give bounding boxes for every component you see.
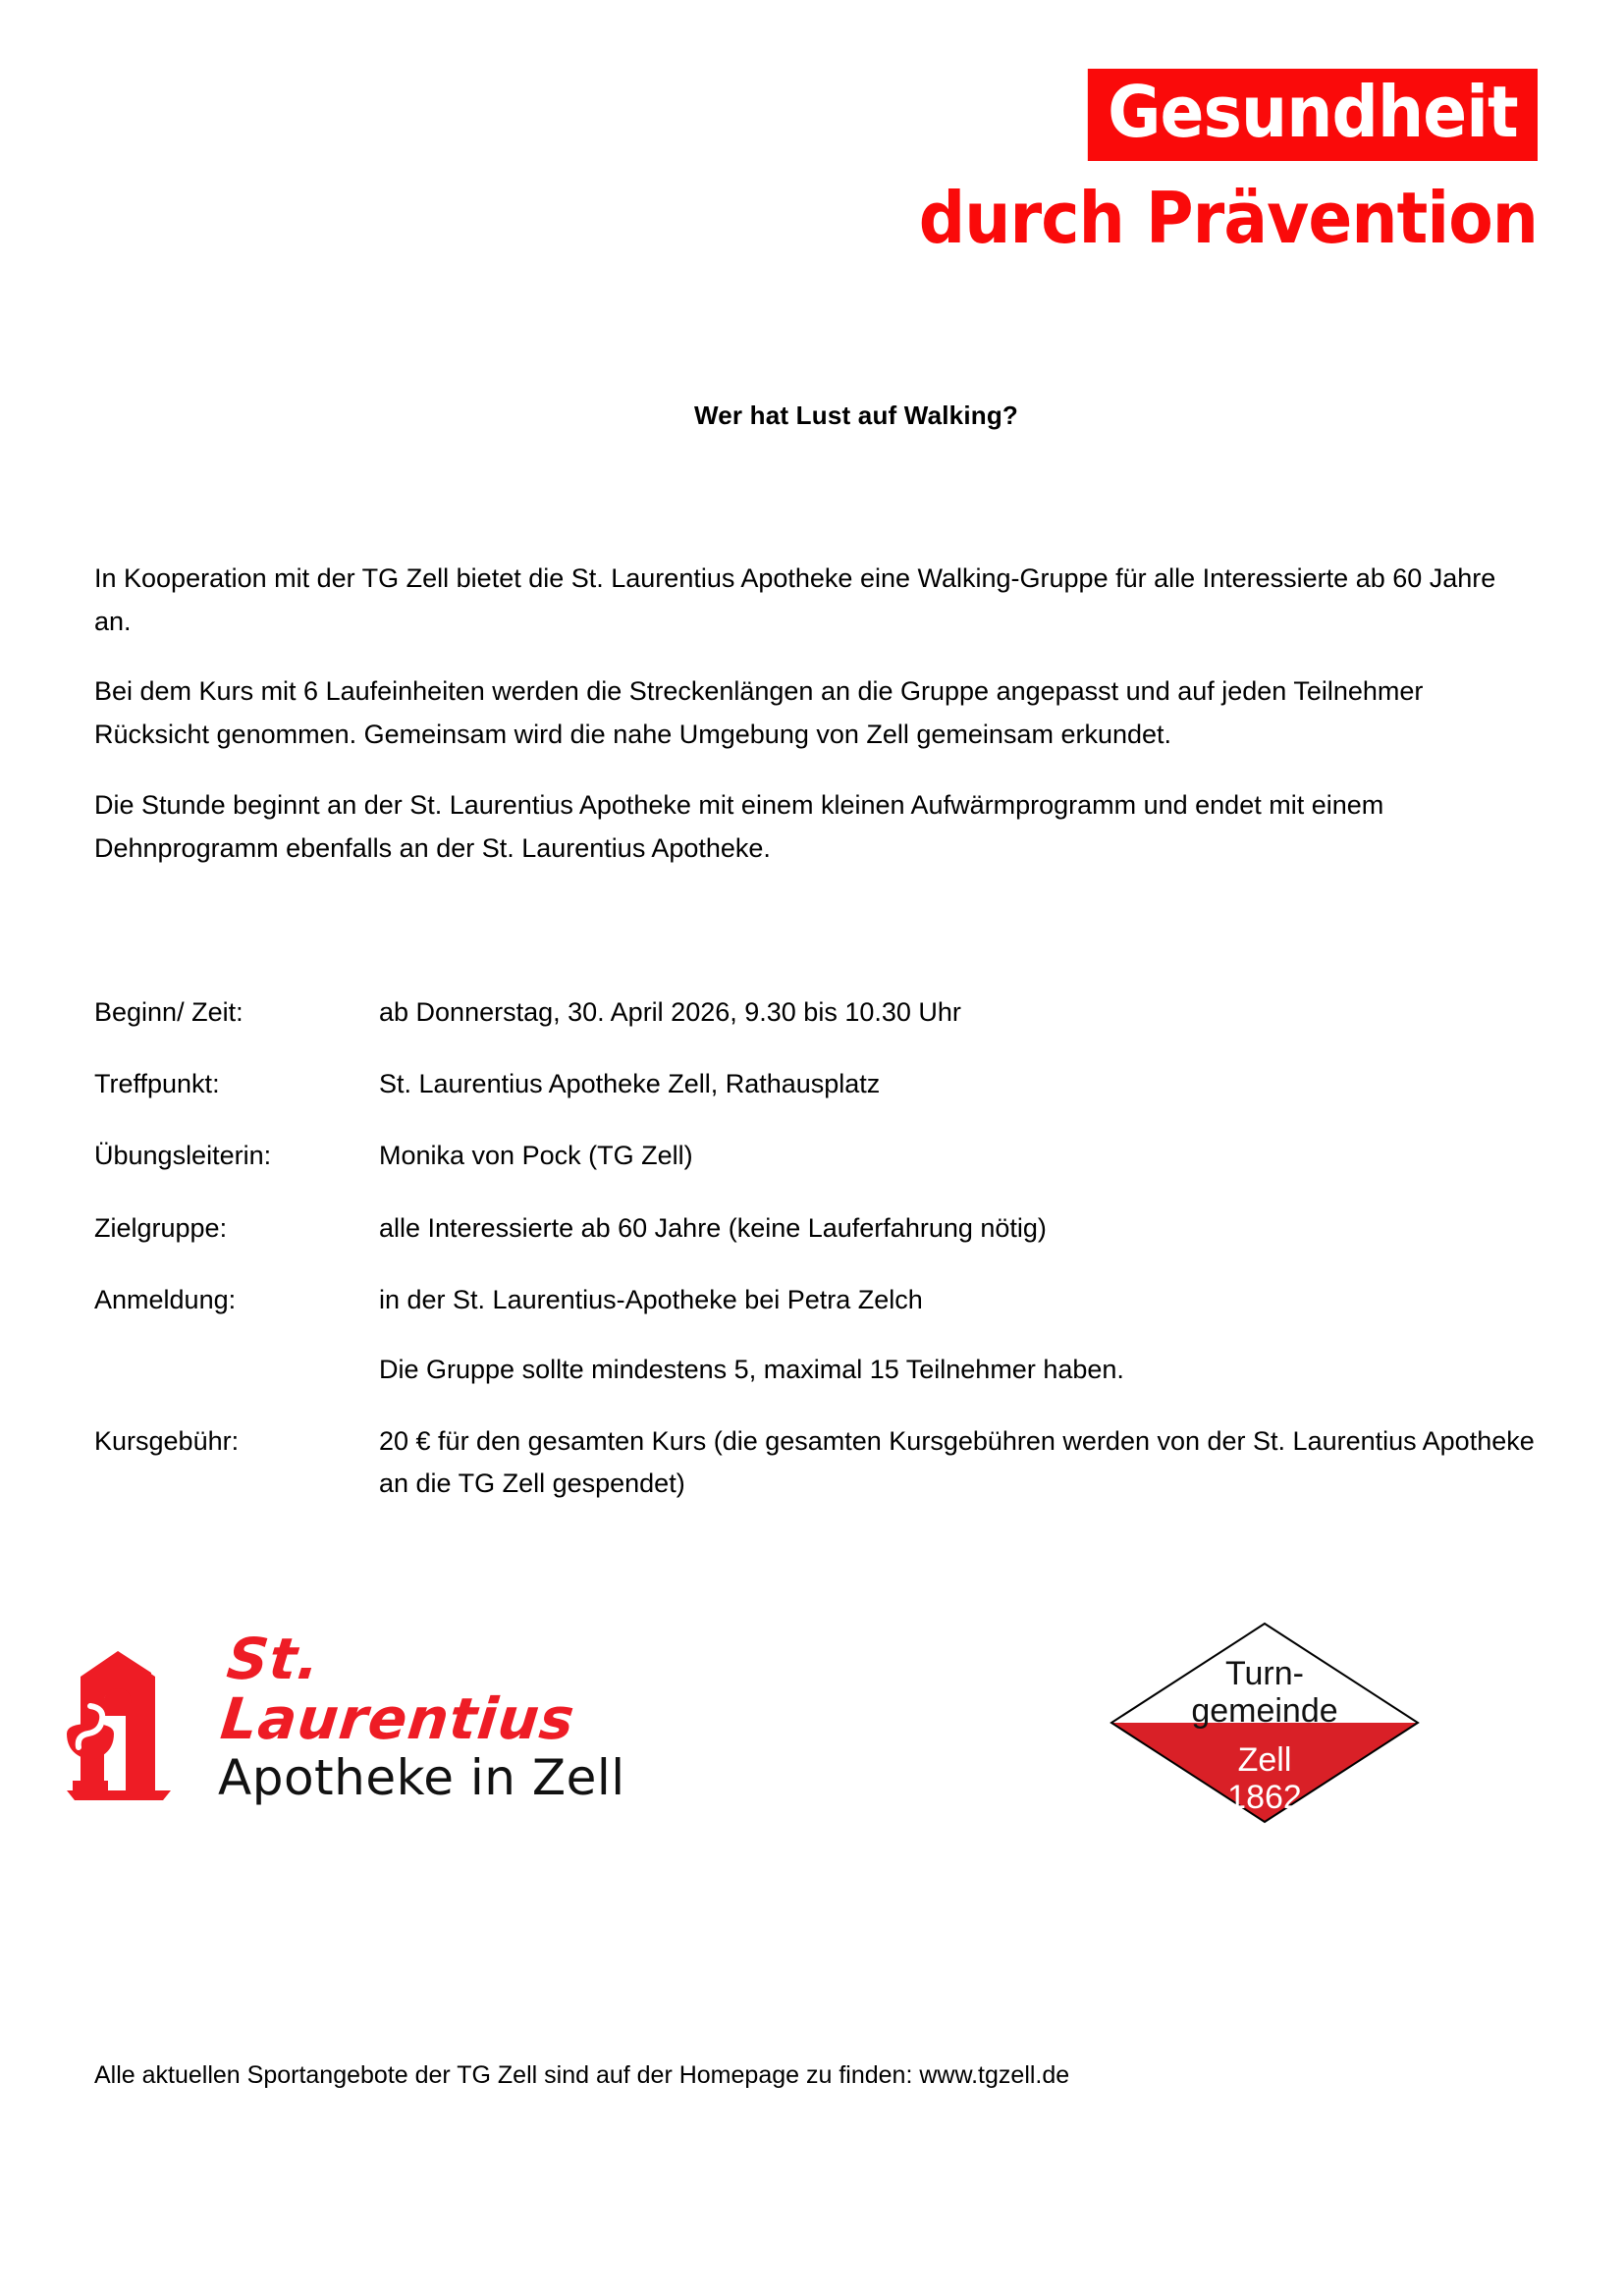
detail-value-line: alle Interessierte ab 60 Jahre (keine Lauferfahrung nötig) (379, 1212, 1047, 1243)
detail-row (94, 991, 1538, 1034)
tg-line-gemeinde: gemeinde (1191, 1692, 1338, 1731)
detail-label: Zielgruppe: (94, 1212, 228, 1243)
page-subtitle: Wer hat Lust auf Walking? (693, 400, 1018, 430)
poster-header (556, 69, 1538, 259)
detail-label: Anmeldung: (94, 1284, 237, 1314)
pharmacy-a-icon (61, 1643, 208, 1800)
detail-row (94, 1279, 1538, 1391)
detail-value (379, 1420, 1538, 1505)
detail-value (379, 1135, 1538, 1177)
apotheke-logo (61, 1626, 670, 1816)
header-line1-wrapper (556, 69, 1538, 161)
detail-row (94, 1063, 1538, 1105)
tg-line-year: 1862 (1227, 1779, 1302, 1817)
detail-value-line: 20 € für den gesamten Kurs (die gesamten Kursgebühren werden von der St. Laurentius Apotheke an die TG Zell gespendet) (379, 1426, 1535, 1499)
detail-label: Kursgebühr: (94, 1426, 240, 1457)
paragraph: Bei dem Kurs mit 6 Laufeinheiten werden die Streckenlängen an die Gruppe angepasst und auf jeden Teilnehmer Rücksicht genommen. Gemeinsam wird die nahe Umgebung von Zell gemeinsam erkundet. (94, 676, 1424, 750)
course-details-list (94, 991, 1538, 1506)
apotheke-name-script: St. Laurentius (217, 1626, 578, 1752)
detail-label: Übungsleiterin: (94, 1141, 272, 1171)
detail-value (379, 1063, 1538, 1105)
paragraph: Die Stunde beginnt an der St. Laurentius Apotheke mit einem kleinen Aufwärmprogramm und endet mit einem Dehnprogramm ebenfalls an der St. Laurentius Apotheke. (94, 789, 1384, 863)
header-subtitle-red: durch Prävention (918, 177, 1538, 259)
detail-row (94, 1207, 1538, 1250)
logo-row (0, 1620, 1624, 1845)
detail-value-line: in der St. Laurentius-Apotheke bei Petra Zelch (379, 1284, 923, 1314)
detail-value (379, 991, 1538, 1034)
detail-value-line: ab Donnerstag, 30. April 2026, 9.30 bis 10.30 Uhr (379, 997, 961, 1027)
apotheke-logo-text (217, 1626, 660, 1806)
tg-line-turn: Turn- (1225, 1655, 1304, 1692)
detail-value-line: St. Laurentius Apotheke Zell, Rathausplatz (379, 1069, 881, 1099)
detail-value-line-secondary: Die Gruppe sollte mindestens 5, maximal 15 Teilnehmer haben. (379, 1354, 1124, 1384)
footer-note: Alle aktuellen Sportangebote der TG Zell sind auf der Homepage zu finden: www.tgzell.de (94, 2061, 1070, 2089)
paragraph: In Kooperation mit der TG Zell bietet die St. Laurentius Apotheke eine Walking-Gruppe für alle Interessierte ab 60 Jahre an. (94, 563, 1496, 636)
body-text (94, 558, 1524, 870)
detail-value-line: Monika von Pock (TG Zell) (379, 1141, 693, 1171)
detail-value (379, 1207, 1538, 1250)
detail-row (94, 1420, 1538, 1505)
detail-row (94, 1135, 1538, 1177)
detail-label: Treffpunkt: (94, 1069, 220, 1099)
tg-line-zell: Zell (1237, 1741, 1292, 1779)
apotheke-name-sub: Apotheke in Zell (218, 1748, 625, 1806)
tg-diamond-shape (1108, 1620, 1422, 1826)
detail-label: Beginn/ Zeit: (94, 997, 244, 1027)
header-line2-wrapper (556, 177, 1538, 259)
header-title-highlight: Gesundheit (1088, 69, 1538, 161)
tg-zell-logo (1108, 1620, 1422, 1826)
detail-value (379, 1279, 1538, 1391)
